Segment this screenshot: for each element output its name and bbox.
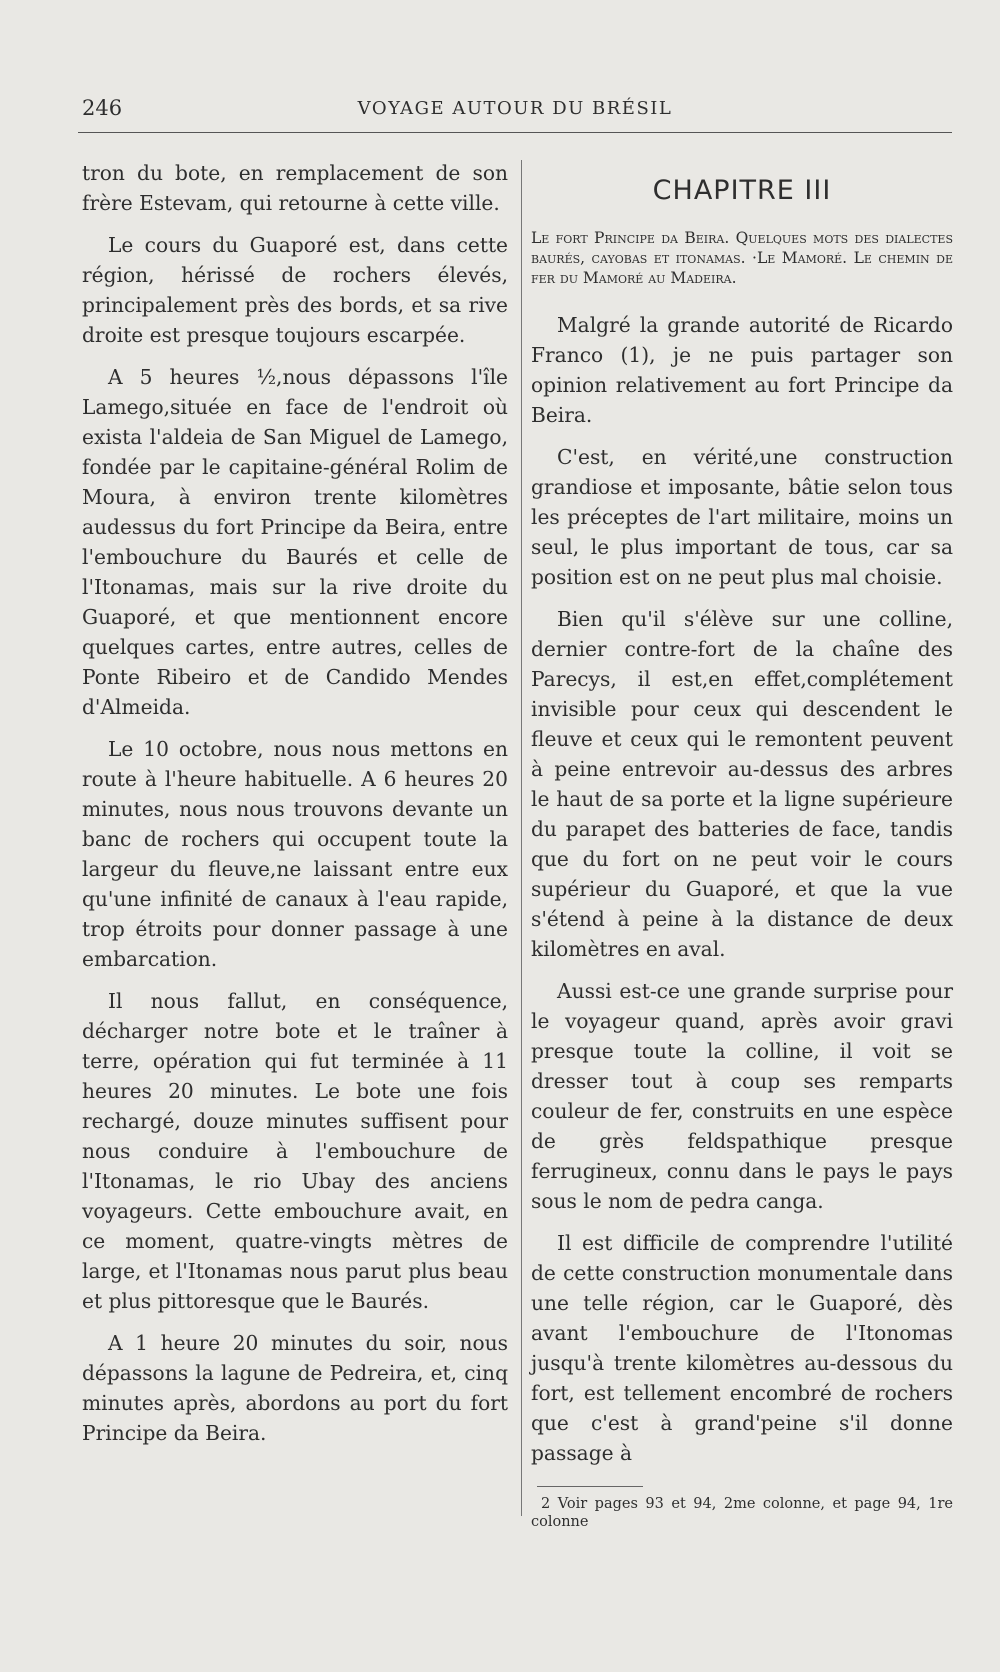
footnote: 2 Voir pages 93 et 94, 2me colonne, et page 94, 1re colonne [531,1496,953,1530]
chapter-title: CHAPITRE III [652,175,832,206]
left-paragraph-1: tron du bote, en remplacement de son frère Estevam, qui retourne à cette ville. [82,161,508,215]
running-title: VOYAGE AUTOUR DU BRÉSIL [357,98,673,119]
right-paragraph-2: C'est, en vérité,une construction grandiose et imposante, bâtie selon tous les préceptes de l'art militaire, moins un seul, le plus important de tous, car sa position est on ne peut plus mal choisie. [531,445,953,589]
right-paragraph-4: Aussi est-ce une grande surprise pour le voyageur quand, après avoir gravi presque toute la colline, il voit se dresser tout à coup ses remparts couleur de fer, construits en une espèce de grès feldspathique presque ferrugineux, connu dans le pays le pays sous le nom de pedra canga. [531,979,953,1213]
left-paragraph-6: A 1 heure 20 minutes du soir, nous dépassons la lagune de Pedreira, et, cinq minutes après, abordons au port du fort Principe da Beira. [82,1331,508,1445]
page-header [78,96,952,133]
right-column [531,172,953,1531]
left-paragraph-5: Il nous fallut, en conséquence, décharger notre bote et le traîner à terre, opération qui fut terminée à 11 heures 20 minutes. Le bote une fois rechargé, douze minutes suffisent pour nous conduire à l'embouchure de l'Itonamas, le rio Ubay des anciens voyageurs. Cette embouchure avait, en ce moment, quatre-vingts mètres de large, et l'Itonamas nous parut plus beau et plus pittoresque que le Baurés. [82,989,508,1313]
chapter-summary: Le fort Principe da Beira. Quelques mots des dialectes baurés, cayobas et itonamas. ·Le Mamoré. Le chemin de fer du Mamoré au Madeira. [531,229,953,287]
left-paragraph-4: Le 10 octobre, nous nous mettons en route à l'heure habituelle. A 6 heures 20 minutes, nous nous trouvons devante un banc de rochers qui occupent toute la largeur du fleuve,ne laissant entre eux qu'une infinité de canaux à l'eau rapide, trop étroits pour donner passage à une embarcation. [82,737,508,971]
column-divider [521,160,522,1516]
footnote-rule [537,1486,643,1487]
left-column [82,158,508,1460]
left-paragraph-3: A 5 heures ½,nous dépassons l'île Lamego,située en face de l'endroit où exista l'aldeia de San Miguel de Lamego, fondée par le capitaine-général Rolim de Moura, à environ trente kilomètres audessus du fort Principe da Beira, entre l'embouchure du Baurés et celle de l'Itonamas, mais sur la rive droite du Guaporé, et que mentionnent encore quelques cartes, entre autres, celles de Ponte Ribeiro et de Candido Mendes d'Almeida. [82,365,508,719]
left-paragraph-2: Le cours du Guaporé est, dans cette région, hérissé de rochers élevés, principalement près des bords, et sa rive droite est presque toujours escarpée. [82,233,508,347]
page-number: 246 [82,96,123,120]
right-paragraph-5: Il est difficile de comprendre l'utilité de cette construction monumentale dans une telle région, car le Guaporé, dès avant l'embouchure de l'Itonomas jusqu'à trente kilomètres au-dessous du fort, est tellement encombré de rochers que c'est à grand'peine s'il donne passage à [531,1231,953,1465]
right-paragraph-1: Malgré la grande autorité de Ricardo Franco (1), je ne puis partager son opinion relativement au fort Principe da Beira. [531,313,953,427]
right-paragraph-3: Bien qu'il s'élève sur une colline, dernier contre-fort de la chaîne des Parecys, il est,en effet,complétement invisible pour ceux qui descendent le fleuve et ceux qui le remontent peuvent à peine entrevoir au-dessus des arbres le haut de sa porte et la ligne supérieure du parapet des batteries de face, tandis que du fort on ne peut voir le cours supérieur du Guaporé, et que la vue s'étend à peine à la distance de deux kilomètres en aval. [531,607,953,961]
